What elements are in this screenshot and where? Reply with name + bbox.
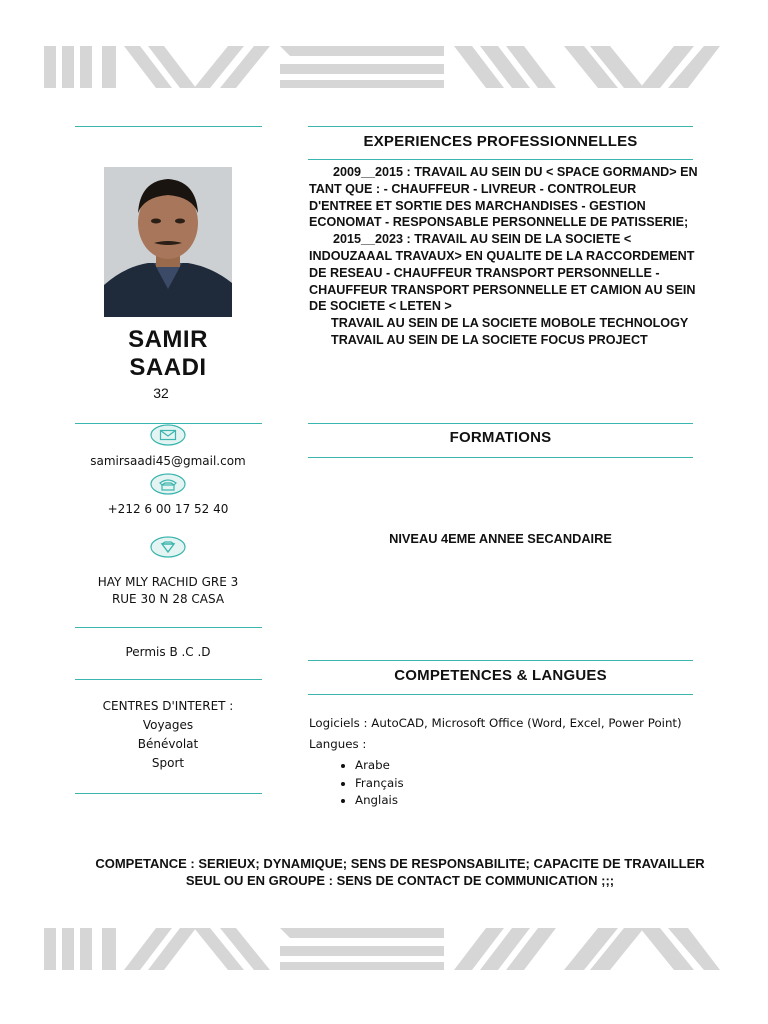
- bottom-decorative-banner: [44, 924, 720, 974]
- left-permit-divider: [75, 627, 262, 628]
- interest-item: Sport: [151, 756, 185, 770]
- permit-text: Permis B .C .D: [125, 645, 211, 659]
- interests-title: CENTRES D'INTERET :: [102, 699, 234, 713]
- experience-bottom-rule: [308, 159, 693, 160]
- education-top-rule: [308, 423, 693, 424]
- address-line-1: HAY MLY RACHID GRE 3: [97, 575, 239, 589]
- age: 32: [153, 385, 169, 401]
- top-decorative-banner: [44, 42, 720, 92]
- interests-section: [75, 697, 261, 773]
- education-title: FORMATIONS: [449, 429, 552, 446]
- skills-top-rule: [308, 660, 693, 661]
- experience-entry: TRAVAIL AU SEIN DE LA SOCIETE FOCUS PROJECT: [331, 332, 648, 347]
- experience-entry: TRAVAIL AU SEIN DE LA SOCIETE MOBOLE TECHNOLOGY: [331, 316, 689, 331]
- languages-label: Langues :: [309, 737, 367, 751]
- experience-entry: 2015__2023 : TRAVAIL AU SEIN DE LA SOCIETE < INDOUZAAAL TRAVAUX> EN QUALITE DE LA RACCORDEMENT DE RESEAU - CHAUFFEUR TRANSPORT PERSONNELLE - CHAUFFEUR TRANSPORT PERSONNELLE ET CAMION AU SEIN DE SOCIETE < LETEN >: [309, 232, 696, 314]
- software-skills: Logiciels : AutoCAD, Microsoft Office (Word, Excel, Power Point): [309, 716, 682, 730]
- first-name: SAMIR: [128, 326, 208, 353]
- skills-title: COMPETENCES & LANGUES: [394, 667, 607, 684]
- left-bottom-divider: [75, 793, 262, 794]
- person-name: [75, 326, 261, 382]
- envelope-icon: [150, 424, 186, 446]
- phone-text: +212 6 00 17 52 40: [107, 502, 229, 516]
- email-text: samirsaadi45@gmail.com: [90, 454, 246, 468]
- profile-photo: [104, 167, 232, 317]
- address-text: [75, 574, 261, 608]
- education-bottom-rule: [308, 457, 693, 458]
- skills-bottom-rule: [308, 694, 693, 695]
- language-item: • Français: [355, 775, 689, 793]
- interest-item: Voyages: [142, 718, 194, 732]
- skills-section: [309, 715, 689, 810]
- last-name: SAADI: [129, 354, 207, 381]
- left-top-divider: [75, 126, 262, 127]
- education-item: NIVEAU 4EME ANNEE SECANDAIRE: [389, 531, 612, 546]
- experience-top-rule: [308, 126, 693, 127]
- languages-list: [309, 757, 689, 810]
- experience-entry: 2009__2015 : TRAVAIL AU SEIN DU < SPACE GORMAND> EN TANT QUE : - CHAUFFEUR - LIVREUR - CONTROLEUR D'ENTREE ET SORTIE DES MARCHANDISES - GESTION ECONOMAT - RESPONSABLE PERSONNELLE DE PATISSERIE;: [309, 165, 698, 230]
- telephone-icon: [150, 473, 186, 495]
- competence-text: COMPETANCE : SERIEUX; DYNAMIQUE; SENS DE RESPONSABILITE; CAPACITE DE TRAVAILLER SEUL OU EN GROUPE : SENS DE CONTACT DE COMMUNICATION ;;;: [95, 856, 705, 888]
- experience-list: [309, 164, 699, 349]
- location-icon: [150, 536, 186, 558]
- language-item: • Anglais: [355, 792, 689, 810]
- address-line-2: RUE 30 N 28 CASA: [111, 592, 225, 606]
- language-item: • Arabe: [355, 757, 689, 775]
- experience-title: EXPERIENCES PROFESSIONNELLES: [363, 133, 638, 150]
- interest-item: Bénévolat: [137, 737, 199, 751]
- left-interests-divider: [75, 679, 262, 680]
